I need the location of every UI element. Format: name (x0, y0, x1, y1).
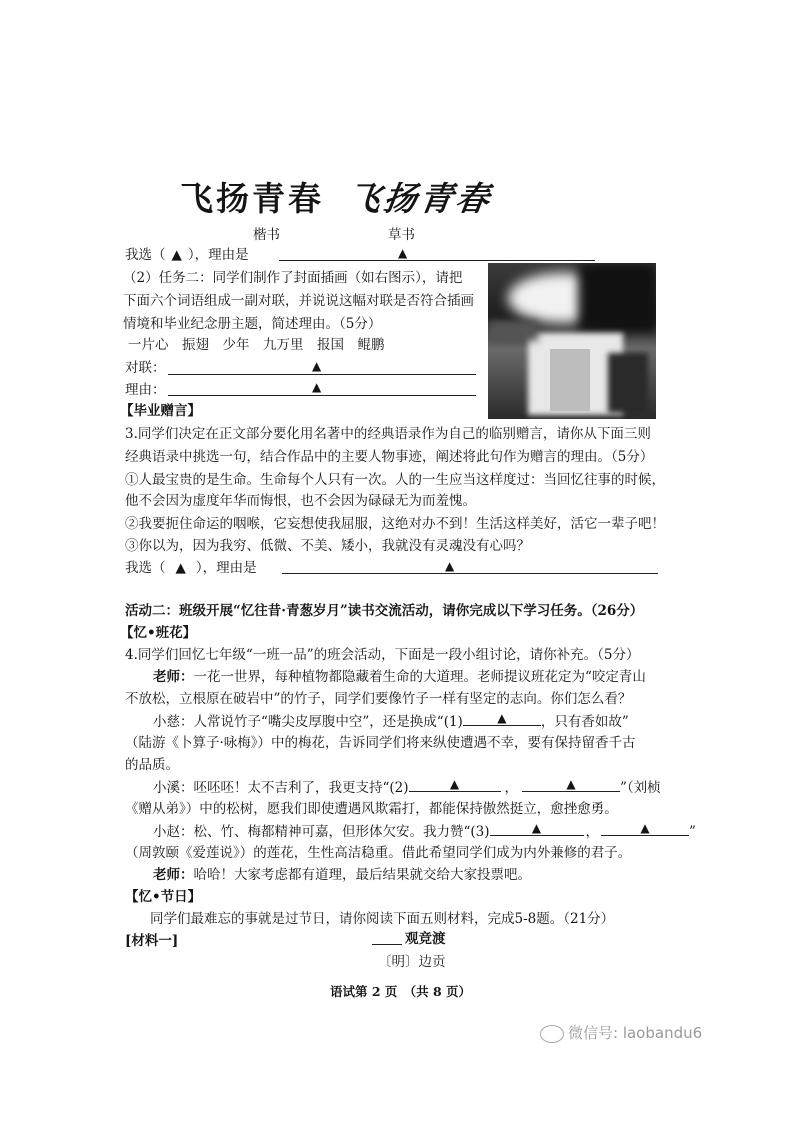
teacher-label: 老师： (153, 669, 194, 685)
triangle-icon: ▲ (531, 821, 542, 835)
choose-mid: ），理由是 (187, 247, 249, 263)
triangle-icon: ▲ (312, 359, 322, 373)
xiaozhao-line-b: （周敦颐《爱莲说》）的莲花，生性高洁稳重。借此希望同学们成为内外兼修的君子。 (125, 845, 632, 861)
task2-line-3: 情境和毕业纪念册主题，简述理由。（5分） (123, 316, 382, 332)
xiaoxi-text-1: 小溪：呸呸呸！太不吉利了，我更支持“(2) (153, 780, 409, 796)
triangle-icon: ▲ (175, 560, 186, 576)
material1-label: [材料一] (125, 933, 179, 949)
triangle-icon: ▲ (398, 246, 408, 260)
choose-prefix: 我选（ (125, 247, 166, 263)
blank-2b[interactable] (522, 777, 620, 792)
triangle-icon: ▲ (445, 559, 455, 573)
xiaohui-line-b: （陆游《卜算子·咏梅》）中的梅花，告诉同学们将来纵使遭遇不幸，要有保持留香千古 (125, 735, 636, 751)
q3-line-2: 经典语录中挑选一句，结合作品中的主要人物事迹，阐述将此句作为赠言的理由。（5分） (125, 449, 654, 465)
choose-mid: ），理由是 (195, 560, 257, 576)
q3-option-1a: ①人最宝贵的是生命。生命每个人只有一次。人的一生应当这样度过：当回忆往事的时候， (125, 472, 665, 488)
choose-line-2 (125, 558, 257, 578)
triangle-icon: ▲ (449, 777, 460, 791)
triangle-icon: ▲ (497, 711, 507, 725)
section-class-flower: 【忆•班花】 (120, 625, 197, 641)
calligraphy-kaishu: 飞扬青春 (180, 179, 324, 218)
blank-3b[interactable] (601, 821, 689, 836)
q3-line-1: 3.同学们决定在正文部分要化用名著中的经典语录作为自己的临别赠言，请你从下面三则 (125, 426, 651, 442)
blank-3a[interactable] (490, 821, 584, 836)
xiaoxi-text-2: ”（刘桢 (620, 780, 661, 796)
wechat-icon (540, 1025, 564, 1043)
festival-intro: 同学们最难忘的事就是过节日，请你阅读下面五则材料，完成5-8题。（21分） (150, 911, 615, 927)
label-caoshu: 草书 (388, 227, 415, 243)
teacher-line-b: 不放松，立根原在破岩中”的竹子，同学们要像竹子一样有坚定的志向。你们怎么看？ (125, 691, 632, 707)
teacher2-label: 老师： (153, 867, 194, 883)
teacher2-text: 哈哈！大家考虑都有道理，最后结果就交给大家投票吧。 (193, 867, 531, 883)
label-kaishu: 楷书 (253, 227, 280, 243)
task2-words: 一片心 振翅 少年 九万里 报国 鲲鹏 (128, 337, 385, 353)
xiaohui-line-a (153, 711, 629, 732)
task2-line-1: （2）任务二：同学们制作了封面插画（如右图示），请把 (123, 270, 463, 286)
section-graduation: 【毕业赠言】 (120, 403, 201, 419)
q3-option-2: ②我要扼住命运的咽喉，它妄想使我屈服，这绝对办不到！生活这样美好，活它一辈子吧！ (125, 516, 665, 532)
xiaoxi-sep: ， (504, 780, 519, 796)
xiaoxi-line-a (153, 777, 661, 798)
q4-intro: 4.同学们回忆七年级“一班一品”的班会活动，下面是一段小组讨论，请你补充。（5分） (125, 647, 640, 663)
xiaohui-line-c: 的品质。 (125, 757, 179, 773)
reason-answer-line[interactable] (168, 395, 476, 396)
xiaohui-text-1: 小慈：人常说竹子“嘴尖皮厚腹中空”，还是换成“(1) (153, 714, 463, 730)
couplet-answer-line[interactable] (168, 374, 476, 375)
xiaohui-text-2: ，只有香如故” (540, 714, 629, 730)
xiaozhao-line-a (153, 821, 696, 842)
watermark-text: 微信号: laobandu6 (568, 1024, 703, 1042)
choose-prefix: 我选（ (125, 560, 166, 576)
couplet-label: 对联： (125, 360, 166, 376)
xiaozhao-text-1: 小赵：松、竹、梅都精神可嘉，但形体欠安。我力赞“(3) (153, 824, 490, 840)
poem-title-blank[interactable] (372, 944, 402, 945)
blank-2a[interactable] (409, 777, 501, 792)
q3-option-1b: 他不会因为虚度年华而悔恨，也不会因为碌碌无为而羞愧。 (125, 493, 476, 509)
teacher-text-a: 一花一世界，每种植物都隐藏着生命的大道理。老师提议班花定为“咬定青山 (193, 669, 646, 685)
answer-line-reason-2[interactable] (282, 573, 658, 574)
cover-illustration-image (488, 263, 656, 419)
blank-1[interactable] (463, 711, 541, 726)
answer-line-reason-1[interactable] (279, 260, 595, 261)
triangle-icon: ▲ (171, 247, 182, 263)
choose-line-1 (125, 245, 249, 265)
section-festival: 【忆•节日】 (125, 889, 202, 905)
poem-title: 观竞渡 (405, 931, 446, 947)
reason-label: 理由： (125, 382, 166, 398)
teacher2-line (153, 865, 531, 885)
xiaozhao-sep: ， (585, 824, 600, 840)
xiaoxi-line-b: 《赠从弟》）中的松树，愿我们即使遭遇风欺霜打，都能保持傲然挺立，愈挫愈勇。 (125, 801, 618, 817)
activity2-heading: 活动二：班级开展“忆往昔·青葱岁月”读书交流活动，请你完成以下学习任务。（26分） (125, 603, 644, 619)
teacher-line-a (153, 667, 646, 687)
task2-line-2: 下面六个词语组成一副对联，并说说这幅对联是否符合插画 (123, 293, 474, 309)
triangle-icon: ▲ (640, 821, 650, 835)
page-footer: 语试第 2 页 （共 8 页） (330, 984, 472, 999)
triangle-icon: ▲ (566, 777, 576, 791)
wechat-watermark (540, 1022, 702, 1043)
xiaozhao-text-2: ” (689, 824, 696, 840)
triangle-icon: ▲ (312, 380, 322, 394)
q3-option-3: ③你以为，因为我穷、低微、不美、矮小，我就没有灵魂没有心吗？ (125, 538, 530, 554)
poem-author: 〔明〕边贡 (378, 954, 446, 970)
calligraphy-caoshu: 飞扬青春 (344, 179, 495, 218)
